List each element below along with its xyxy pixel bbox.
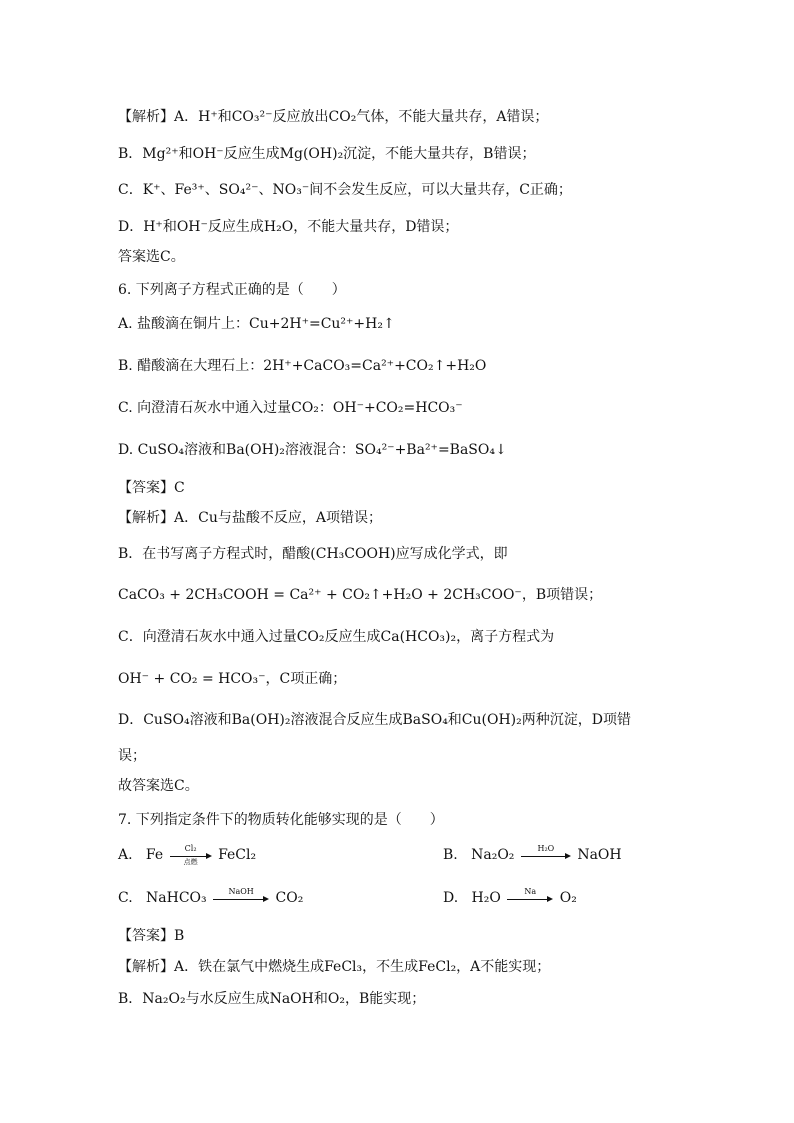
q6-option-b: B. 醋酸滴在大理石上：2H⁺+CaCO₃=Ca²⁺+CO₂↑+H₂O (118, 358, 487, 374)
arrow-condition-above: Cl₂ (184, 844, 197, 853)
q6-analysis-d2: 误； (118, 748, 146, 764)
reaction-arrow-icon (213, 887, 269, 905)
q5-analysis-a: 【解析】A．H⁺和CO₃²⁻反应放出CO₂气体，不能大量共存，A错误； (118, 109, 549, 125)
q6-analysis-c2: OH⁻ + CO₂ = HCO₃⁻，C项正确； (118, 671, 347, 687)
product: NaOH (577, 847, 622, 863)
reaction-arrow-icon (507, 887, 553, 905)
reactant: NaHCO₃ (146, 890, 207, 906)
q7-option-c (118, 889, 303, 907)
q5-analysis-d: D．H⁺和OH⁻反应生成H₂O，不能大量共存，D错误； (118, 219, 459, 235)
reaction-arrow-icon (521, 844, 571, 862)
q6-option-c: C. 向澄清石灰水中通入过量CO₂：OH⁻+CO₂=HCO₃⁻ (118, 400, 463, 416)
q6-analysis-b1: B．在书写离子方程式时，醋酸(CH₃COOH)应写成化学式，即 (118, 546, 508, 562)
q6-conclusion: 故答案选C。 (118, 778, 199, 794)
arrow-condition-above: H₂O (537, 844, 555, 853)
q7-option-b (443, 846, 622, 864)
q6-option-a: A. 盐酸滴在铜片上：Cu+2H⁺=Cu²⁺+H₂↑ (118, 316, 395, 332)
option-label: A. (118, 847, 133, 863)
option-label: B. (443, 847, 458, 863)
product: FeCl₂ (218, 847, 257, 863)
reactant: H₂O (471, 890, 501, 906)
q7-option-d (443, 889, 577, 907)
q7-answer: 【答案】B (118, 928, 185, 944)
arrow-condition-below: 点燃 (183, 858, 198, 866)
q6-analysis-c1: C．向澄清石灰水中通入过量CO₂反应生成Ca(HCO₃)₂，离子方程式为 (118, 629, 555, 645)
q6-analysis-a: 【解析】A．Cu与盐酸不反应，A项错误； (118, 510, 382, 526)
reaction-arrow-icon (170, 844, 212, 866)
reactant: Na₂O₂ (471, 847, 515, 863)
q6-analysis-b2: CaCO₃ + 2CH₃COOH = Ca²⁺ + CO₂↑+H₂O + 2CH₃COO⁻，B项错误； (118, 587, 603, 603)
q7-analysis-b: B．Na₂O₂与水反应生成NaOH和O₂，B能实现； (118, 991, 426, 1007)
q5-conclusion: 答案选C。 (118, 249, 185, 265)
option-label: C. (118, 890, 133, 906)
arrow-condition-above: Na (524, 887, 537, 896)
arrow-condition-above: NaOH (228, 887, 254, 896)
product: O₂ (559, 890, 577, 906)
q7-analysis-a: 【解析】A．铁在氯气中燃烧生成FeCl₃，不生成FeCl₂，A不能实现； (118, 959, 551, 975)
q6-analysis-d1: D．CuSO₄溶液和Ba(OH)₂溶液混合反应生成BaSO₄和Cu(OH)₂两种沉淀，D项错 (118, 712, 631, 728)
reactant: Fe (145, 847, 164, 863)
q5-analysis-b: B．Mg²⁺和OH⁻反应生成Mg(OH)₂沉淀，不能大量共存，B错误； (118, 146, 536, 162)
product: CO₂ (275, 890, 304, 906)
q6-stem: 6. 下列离子方程式正确的是（ ） (118, 282, 346, 298)
q5-analysis-c: C．K⁺、Fe³⁺、SO₄²⁻、NO₃⁻间不会发生反应，可以大量共存，C正确； (118, 182, 572, 198)
q6-answer: 【答案】C (118, 480, 185, 496)
q7-option-a (118, 846, 256, 864)
q6-option-d: D. CuSO₄溶液和Ba(OH)₂溶液混合：SO₄²⁻+Ba²⁺=BaSO₄↓ (118, 442, 507, 458)
q7-stem: 7. 下列指定条件下的物质转化能够实现的是（ ） (118, 812, 444, 828)
option-label: D. (443, 890, 459, 906)
